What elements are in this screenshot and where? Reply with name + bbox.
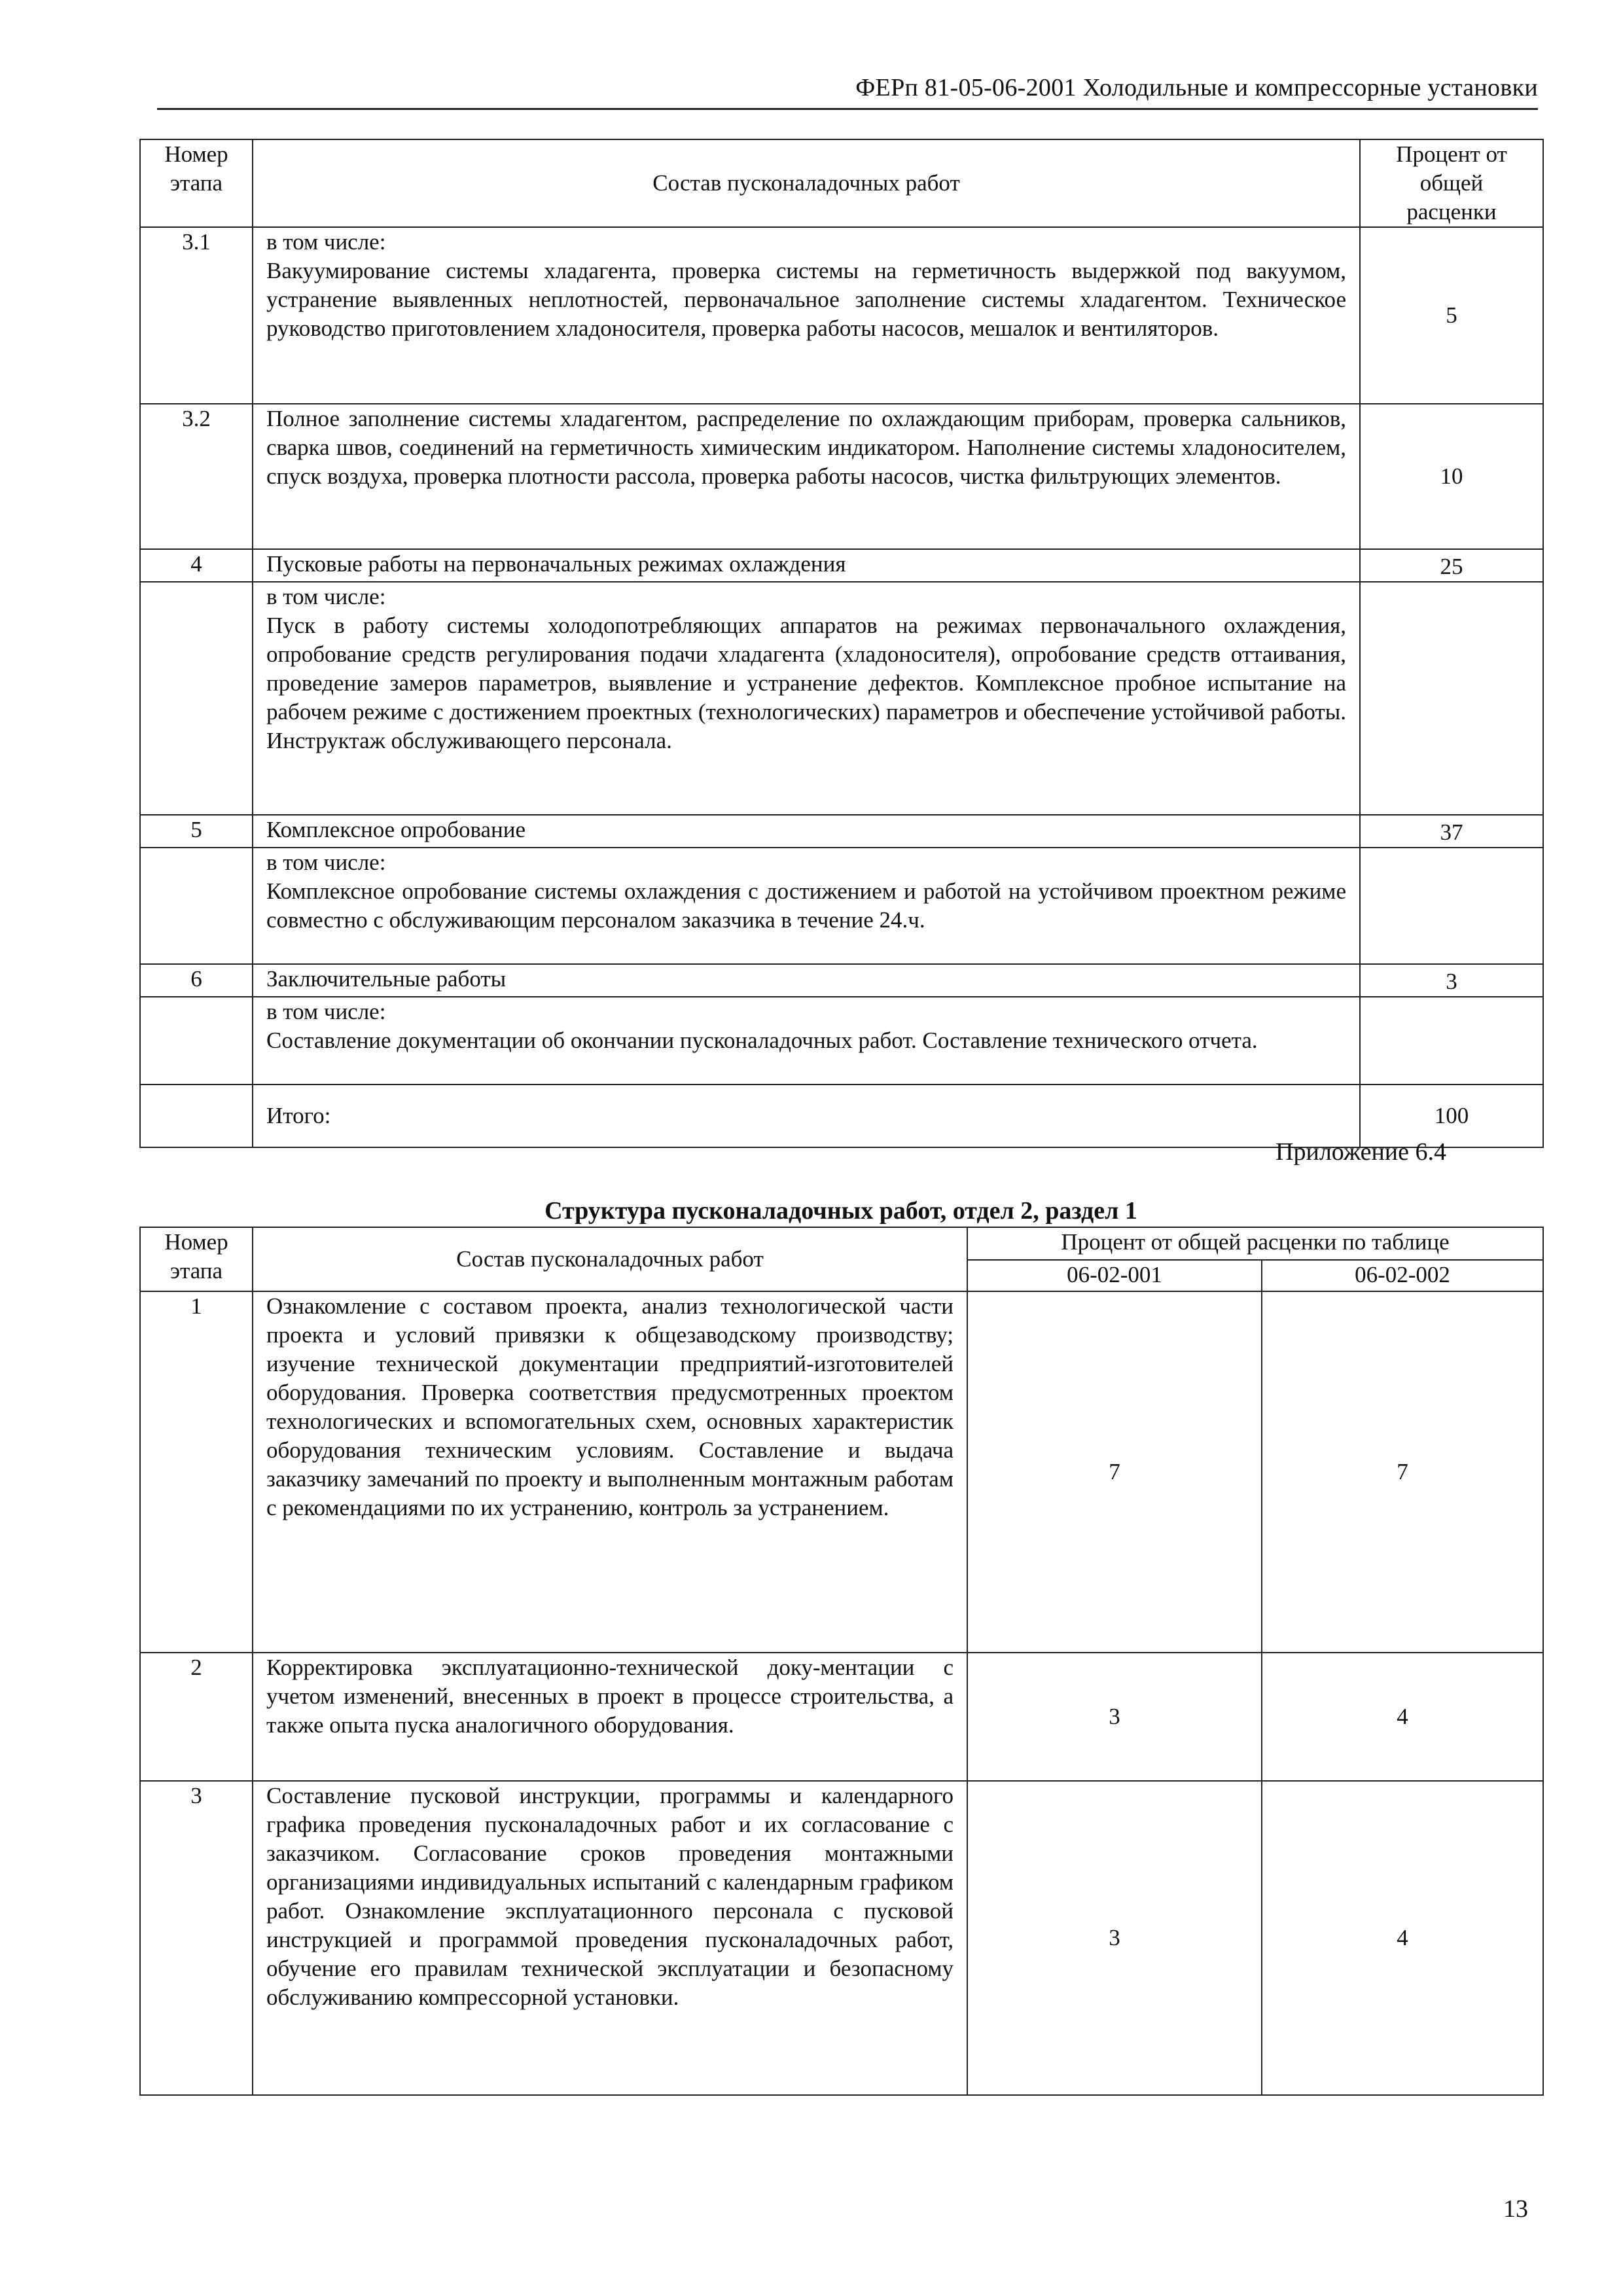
stage-number bbox=[140, 997, 253, 1085]
stage-description bbox=[253, 227, 1360, 404]
stage-number: 3 bbox=[140, 1781, 253, 2095]
table-row bbox=[140, 549, 1543, 582]
table2-header-col-a: 06-02-001 bbox=[967, 1260, 1262, 1291]
table1-header-percent: Процент от общей расценки bbox=[1360, 139, 1543, 227]
page-number: 13 bbox=[1503, 2195, 1528, 2223]
stage-text: Комплексное опробование системы охлаждения с достижением и работой на устойчивом проектном режиме совместно с обслуживающим персоналом заказчика в течение 24.ч. bbox=[266, 878, 1346, 933]
table-row bbox=[140, 1653, 1543, 1781]
table-row bbox=[140, 227, 1543, 404]
table1-header-composition: Состав пусконаладочных работ bbox=[253, 139, 1360, 227]
stage-number: 1 bbox=[140, 1291, 253, 1653]
table-row bbox=[140, 1781, 1543, 2095]
stage-percent: 37 bbox=[1360, 815, 1543, 848]
stage-percent-a: 7 bbox=[967, 1291, 1262, 1653]
stage-text: Пусковые работы на первоначальных режимах охлаждения bbox=[253, 549, 1360, 582]
stage-percent-b: 7 bbox=[1262, 1291, 1543, 1653]
stage-description bbox=[253, 404, 1360, 549]
stages-table-2 bbox=[139, 1227, 1544, 2096]
stage-number: 6 bbox=[140, 964, 253, 997]
table2-header-stage: Номер этапа bbox=[140, 1227, 253, 1291]
stages-table-1 bbox=[139, 139, 1544, 1148]
stage-text: Полное заполнение системы хладагентом, распределение по охлаждающим приборам, проверка сальников, сварка швов, соединений на герметичность химическим индикатором. Наполнение системы хладоносителем, спуск воздуха, проверка плотности рассола, проверка работы насосов, чистка фильтрующих элементов. bbox=[266, 406, 1346, 489]
table-row bbox=[140, 848, 1543, 964]
table2-header-row bbox=[140, 1227, 1543, 1260]
table1-header-stage: Номер этапа bbox=[140, 139, 253, 227]
stage-description bbox=[253, 848, 1360, 964]
table-row bbox=[140, 582, 1543, 815]
stage-description bbox=[253, 582, 1360, 815]
table-row bbox=[140, 964, 1543, 997]
table-row bbox=[140, 815, 1543, 848]
table2-header-col-b: 06-02-002 bbox=[1262, 1260, 1543, 1291]
stage-percent-b: 4 bbox=[1262, 1781, 1543, 2095]
stage-lead: в том числе: bbox=[266, 229, 386, 255]
stage-percent-b: 4 bbox=[1262, 1653, 1543, 1781]
stage-percent-a: 3 bbox=[967, 1781, 1262, 2095]
stage-lead: в том числе: bbox=[266, 850, 386, 875]
stage-number bbox=[140, 1085, 253, 1147]
header-divider bbox=[157, 108, 1538, 110]
stage-lead: в том числе: bbox=[266, 999, 386, 1024]
stage-text: Вакуумирование системы хладагента, проверка системы на герметичность выдержкой под вакуумом, устранение выявленных неплотностей, первоначальное заполнение системы хладагентом. Техническое руководство приготовлением хладоносителя, проверка работы насосов, мешалок и вентиляторов. bbox=[266, 258, 1346, 341]
stage-percent: 10 bbox=[1360, 404, 1543, 549]
stage-percent bbox=[1360, 997, 1543, 1085]
appendix-label: Приложение 6.4 bbox=[1275, 1138, 1446, 1166]
stage-percent bbox=[1360, 848, 1543, 964]
stage-number bbox=[140, 848, 253, 964]
stage-percent bbox=[1360, 582, 1543, 815]
stage-percent: 3 bbox=[1360, 964, 1543, 997]
stage-text: Пуск в работу системы холодопотребляющих аппаратов на режимах первоначального охлаждения, опробование средств регулирования подачи хладагента (хладоносителя), опробование средств оттаивания, проведение замеров параметров, выявление и устранение дефектов. Комплексное пробное испытание на рабочем режиме с достижением проектных (технологических) параметров и обеспечение устойчивой работы. Инструктаж обслуживающего персонала. bbox=[266, 613, 1346, 753]
stage-text: Корректировка эксплуатационно-технической доку-ментации с учетом изменений, внесенных в проект в процессе строительства, а также опыта пуска аналогичного оборудования. bbox=[253, 1653, 967, 1781]
stage-number: 2 bbox=[140, 1653, 253, 1781]
stage-number: 3.2 bbox=[140, 404, 253, 549]
document-header-title: ФЕРп 81-05-06-2001 Холодильные и компрессорные установки bbox=[855, 74, 1538, 101]
stage-text: Ознакомление с составом проекта, анализ технологической части проекта и условий привязки к общезаводскому производству; изучение технической документации предприятий-изготовителей оборудования. Проверка соответствия предусмотренных проектом технологических и вспомогательных схем, основных характеристик оборудования техническим условиям. Составление и выдача заказчику замечаний по проекту и выполненным монтажным работам с рекомендациями по их устранению, контроль за устранением. bbox=[253, 1291, 967, 1653]
stage-number: 3.1 bbox=[140, 227, 253, 404]
total-label: Итого: bbox=[253, 1085, 1360, 1147]
stage-text: Комплексное опробование bbox=[253, 815, 1360, 848]
table2-header-composition: Состав пусконаладочных работ bbox=[253, 1227, 967, 1291]
stage-text: Составление документации об окончании пусконаладочных работ. Составление технического отчета. bbox=[266, 1028, 1258, 1053]
stage-percent-a: 3 bbox=[967, 1653, 1262, 1781]
table-row bbox=[140, 997, 1543, 1085]
table2-title: Структура пусконаладочных работ, отдел 2, раздел 1 bbox=[544, 1197, 1137, 1225]
table-row bbox=[140, 404, 1543, 549]
stage-percent: 25 bbox=[1360, 549, 1543, 582]
table1-header-row bbox=[140, 139, 1543, 227]
total-percent: 100 bbox=[1360, 1085, 1543, 1147]
table-row bbox=[140, 1291, 1543, 1653]
stage-description bbox=[253, 997, 1360, 1085]
stage-text: Составление пусковой инструкции, программы и календарного графика проведения пусконаладочных работ и их согласование с заказчиком. Согласование сроков проведения монтажными организациями индивидуальных испытаний с календарным графиком работ. Ознакомление эксплуатационного персонала с пусковой инструкцией и программой проведения пусконаладочных работ, обучение его правилам технической эксплуатации и безопасному обслуживанию компрессорной установки. bbox=[253, 1781, 967, 2095]
stage-number: 5 bbox=[140, 815, 253, 848]
stage-number: 4 bbox=[140, 549, 253, 582]
stage-lead: в том числе: bbox=[266, 584, 386, 609]
stage-percent: 5 bbox=[1360, 227, 1543, 404]
stage-number bbox=[140, 582, 253, 815]
stage-text: Заключительные работы bbox=[253, 964, 1360, 997]
table2-header-percent-group: Процент от общей расценки по таблице bbox=[967, 1227, 1543, 1260]
